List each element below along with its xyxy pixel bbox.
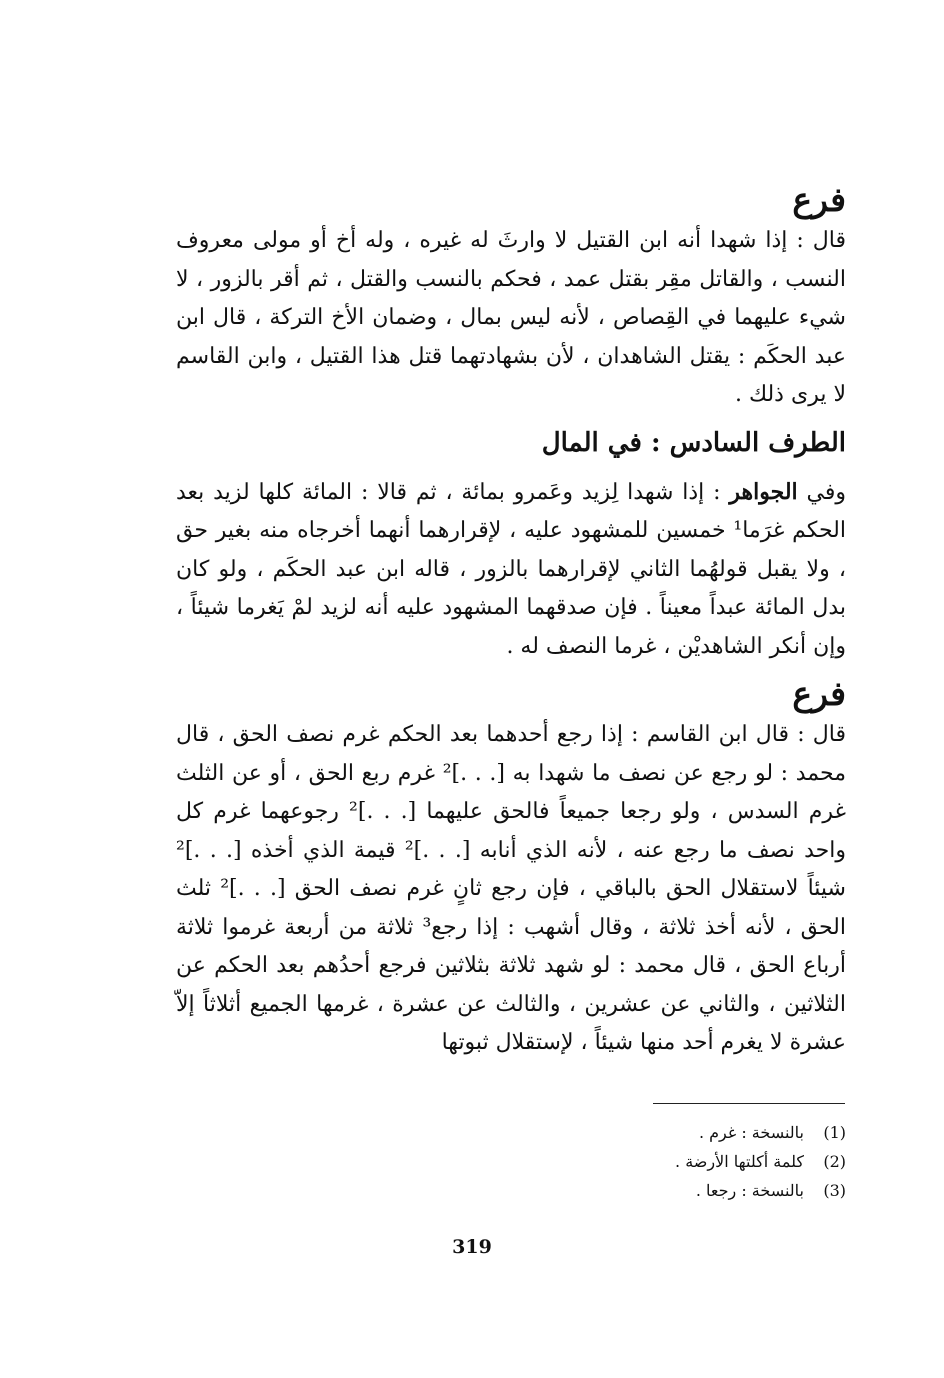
footnote-number: (2) [823,1152,846,1171]
paragraph: قال : قال ابن القاسم : إذا رجع أحدهما بعد الحكم غرم نصف الحق ، قال محمد : لو رجع عن نصف ما شهدا به [. . .]² غرم ربع الحق ، أو عن الثلث غرم السدس ، ولو رجعا جميعاً فالحق عليهما [. . .]² رجوعهما غرم كل واحد نصف ما رجع عنه ، لأنه الذي أنابه [. . .]² قيمة الذي أخذه [. . .]² شيئاً لاستقلال الحق بالباقي ، فإن رجع ثانٍ غرم نصف الحق [. . .]² ثلث الحق ، لأنه أخذ ثلاثة ، وقال أشهب : إذا رجع³ ثلاثة من أربعة غرموا ثلاثة أرباع الحق ، قال محمد : لو شهد ثلاثة بثلاثين فرجع أحدُهم بعد الحكم عن الثلاثين ، والثاني عن عشرين ، والثالث عن عشرة ، غرمها الجميع أثلاثاً إلاّ عشرة لا يغرم أحد منها شيئاً ، لإستقلال ثبوتها [176,722,846,1055]
section-heading: فرع [792,674,846,713]
chapter-title [176,419,846,467]
footnote [560,1118,846,1147]
section-heading: فرع [792,180,846,219]
footnote-text: بالنسخة : رجعا . [695,1181,804,1200]
footnote-divider [653,1103,845,1104]
chapter-title-rest: : في المال [541,427,670,458]
paragraph: قال : إذا شهدا أنه ابن القتيل لا وارثَ له غيره ، وله أخ أو مولى معروف النسب ، والقاتل مقِر بقتل عمد ، فحكم بالنسب والقتل ، ثم أقر بالزور ، لا شيء عليهما في القِصاص ، لأنه ليس بمال ، وضمان الأخ التركة ، قال ابن عبد الحكَم : يقتل الشاهدان ، لأن بشهادتهما قتل هذا القتيل ، وابن القاسم لا يرى ذلك . [176,228,846,407]
paragraph-body: : إذا شهدا لِزيد وعَمرو بمائة ، ثم قالا : المائة كلها لزيد بعد الحكم غرَما¹ خمسين للمشهود عليه ، لإقرارهما أنهما أخرجاه منه بغير حق ، ولا يقبل قولهُما الثاني لإقرارهما بالزور ، قاله ابن عبد الحكَم ، ولو كان بدل المائة عبداً معيناً . فإن صدقهما المشهود عليه أنه لزيد لمْ يَغرما شيئاً ، وإن أنكر الشاهديْن ، غرما النصف له . [176,479,846,659]
chapter-title-bold: الطرف السادس [669,427,846,458]
paragraph [176,473,846,667]
footnote [560,1176,846,1205]
page-number: 319 [452,1236,492,1258]
footnote-number: (3) [823,1181,846,1200]
main-text [176,178,846,1063]
footnote-number: (1) [823,1123,846,1142]
footnotes [560,1118,846,1205]
paragraph-lead: وفي [797,479,846,505]
footnote [560,1147,846,1176]
footnote-text: كلمة أكلتها الأرضة . [675,1152,804,1171]
footnote-text: بالنسخة : غرم . [698,1123,804,1142]
source-name: الجواهر [729,478,798,505]
